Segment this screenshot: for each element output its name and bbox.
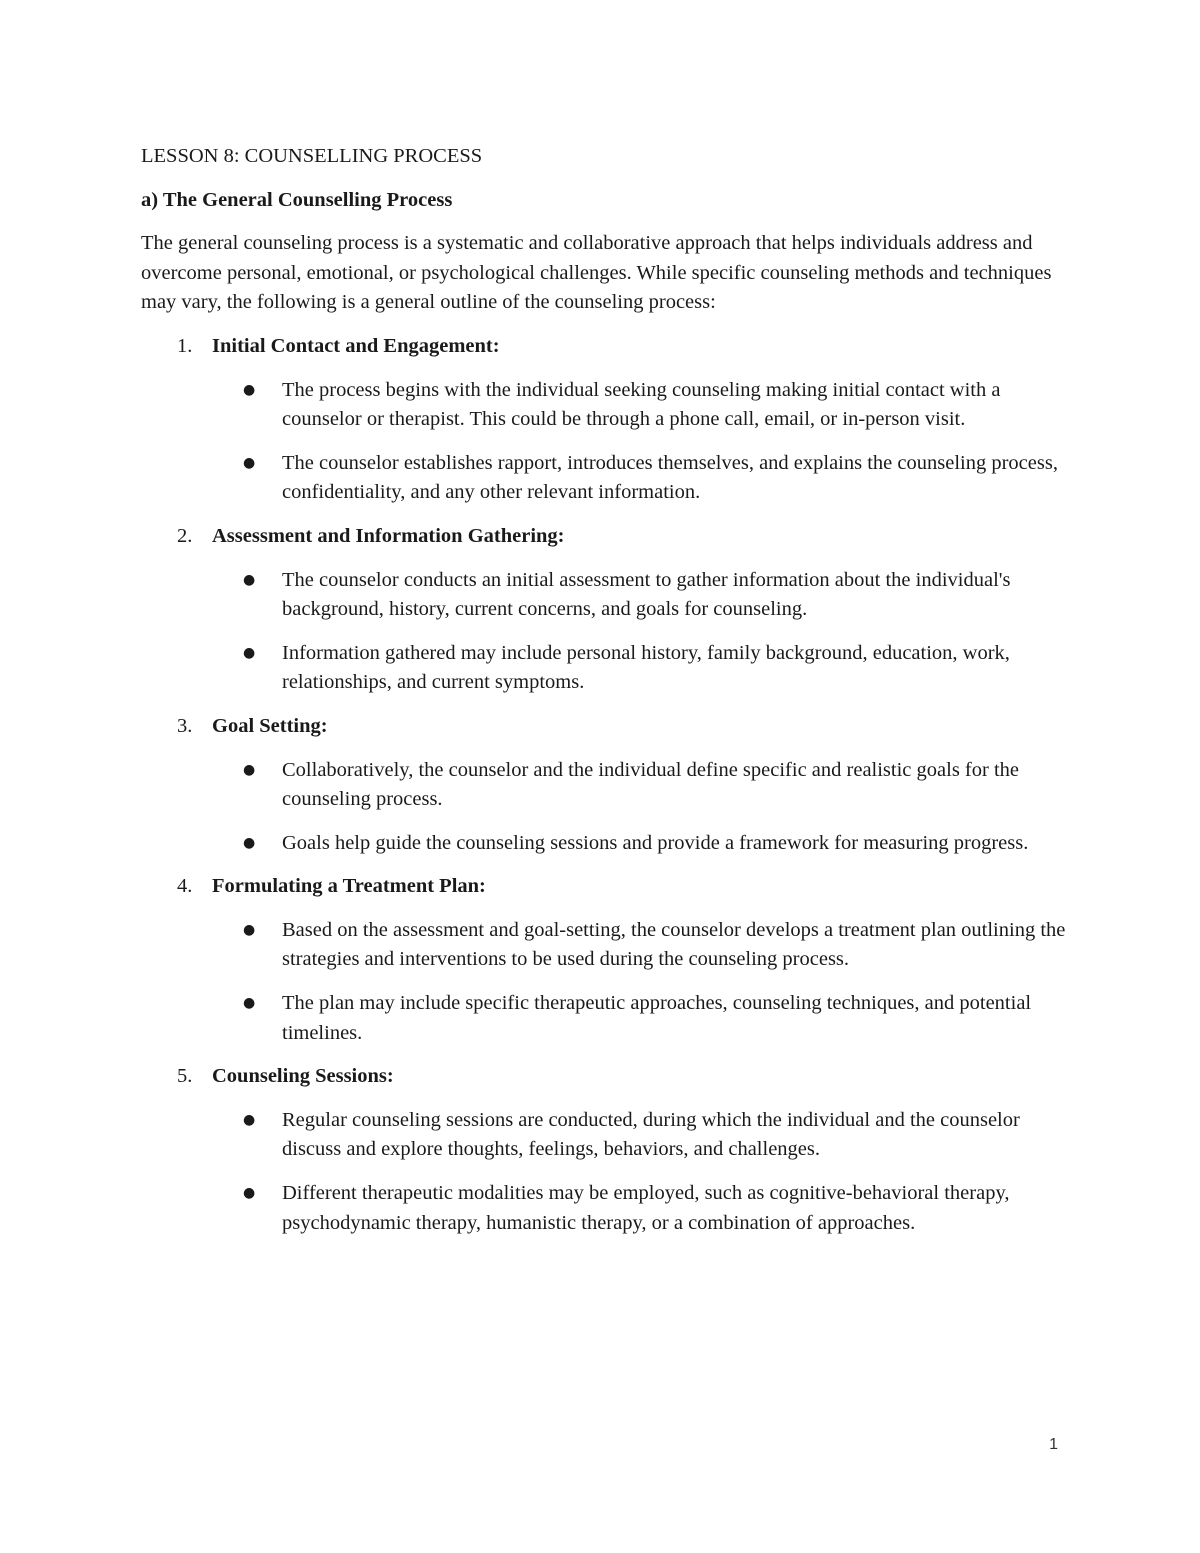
bullet-point bbox=[141, 566, 1071, 625]
page-content bbox=[141, 142, 1071, 1252]
bullet-icon: ● bbox=[243, 571, 256, 588]
step-points bbox=[141, 566, 1071, 698]
bullet-text: The plan may include specific therapeutic approaches, counseling techniques, and potential timelines. bbox=[282, 992, 1032, 1044]
step-heading bbox=[141, 712, 1071, 742]
step-number: 3. bbox=[177, 714, 193, 737]
bullet-icon: ● bbox=[243, 644, 256, 661]
step-number: 1. bbox=[177, 334, 193, 357]
intro-paragraph: The general counseling process is a systematic and collaborative approach that helps individuals address and overcome personal, emotional, or psychological challenges. While specific counseling methods and techniques may vary, the following is a general outline of the counseling process: bbox=[141, 232, 1052, 314]
bullet-text: Information gathered may include personal history, family background, education, work, relationships, and current symptoms. bbox=[282, 641, 1010, 694]
bullet-text: The counselor conducts an initial assessment to gather information about the individual's background, history, current concerns, and goals for counseling. bbox=[282, 568, 1011, 621]
bullet-text: Regular counseling sessions are conducted, during which the individual and the counselor discuss and explore thoughts, feelings, behaviors, and challenges. bbox=[282, 1108, 1020, 1161]
steps-list bbox=[141, 332, 1071, 1238]
step-heading bbox=[141, 522, 1071, 552]
bullet-point bbox=[141, 449, 1071, 508]
step-item bbox=[141, 1062, 1071, 1238]
section-heading: a) The General Counselling Process bbox=[141, 188, 453, 211]
bullet-text: The process begins with the individual seeking counseling making initial contact with a counselor or therapist. This could be through a phone call, email, or in-person visit. bbox=[282, 378, 1001, 431]
step-heading bbox=[141, 1062, 1071, 1092]
bullet-text: Different therapeutic modalities may be employed, such as cognitive-behavioral therapy, psychodynamic therapy, humanistic therapy, or a combination of approaches. bbox=[282, 1182, 1010, 1234]
bullet-point bbox=[141, 829, 1071, 859]
lesson-title: LESSON 8: COUNSELLING PROCESS bbox=[141, 145, 483, 167]
step-points bbox=[141, 756, 1071, 859]
bullet-point bbox=[141, 989, 1071, 1048]
bullet-icon: ● bbox=[243, 834, 256, 851]
step-title: Goal Setting: bbox=[212, 714, 328, 737]
bullet-icon: ● bbox=[243, 921, 256, 938]
bullet-icon: ● bbox=[243, 1111, 256, 1128]
bullet-icon: ● bbox=[243, 1185, 256, 1202]
bullet-icon: ● bbox=[243, 761, 256, 778]
bullet-icon: ● bbox=[243, 454, 256, 471]
step-heading bbox=[141, 872, 1071, 902]
bullet-point bbox=[141, 376, 1071, 435]
step-number: 5. bbox=[177, 1065, 193, 1088]
step-points bbox=[141, 916, 1071, 1048]
step-heading bbox=[141, 332, 1071, 362]
step-title: Assessment and Information Gathering: bbox=[212, 524, 565, 547]
step-item bbox=[141, 332, 1071, 508]
bullet-icon: ● bbox=[243, 995, 256, 1012]
step-item bbox=[141, 872, 1071, 1048]
step-number: 2. bbox=[177, 524, 193, 547]
step-points bbox=[141, 1106, 1071, 1238]
bullet-text: The counselor establishes rapport, introduces themselves, and explains the counseling process, confidentiality, and any other relevant information. bbox=[282, 451, 1058, 504]
step-points bbox=[141, 376, 1071, 508]
bullet-text: Collaboratively, the counselor and the individual define specific and realistic goals for the counseling process. bbox=[282, 758, 1019, 811]
step-title: Initial Contact and Engagement: bbox=[212, 334, 500, 357]
bullet-point bbox=[141, 756, 1071, 815]
bullet-text: Goals help guide the counseling sessions and provide a framework for measuring progress. bbox=[282, 831, 1029, 854]
bullet-text: Based on the assessment and goal-setting, the counselor develops a treatment plan outlining the strategies and interventions to be used during the counseling process. bbox=[282, 918, 1066, 971]
step-item bbox=[141, 522, 1071, 698]
step-item bbox=[141, 712, 1071, 858]
bullet-point bbox=[141, 639, 1071, 698]
bullet-point bbox=[141, 916, 1071, 975]
step-number: 4. bbox=[177, 875, 193, 898]
step-title: Counseling Sessions: bbox=[212, 1065, 394, 1088]
bullet-icon: ● bbox=[243, 381, 256, 398]
bullet-point bbox=[141, 1106, 1071, 1165]
bullet-point bbox=[141, 1179, 1071, 1238]
page-number: 1 bbox=[1049, 1436, 1058, 1453]
step-title: Formulating a Treatment Plan: bbox=[212, 875, 486, 898]
